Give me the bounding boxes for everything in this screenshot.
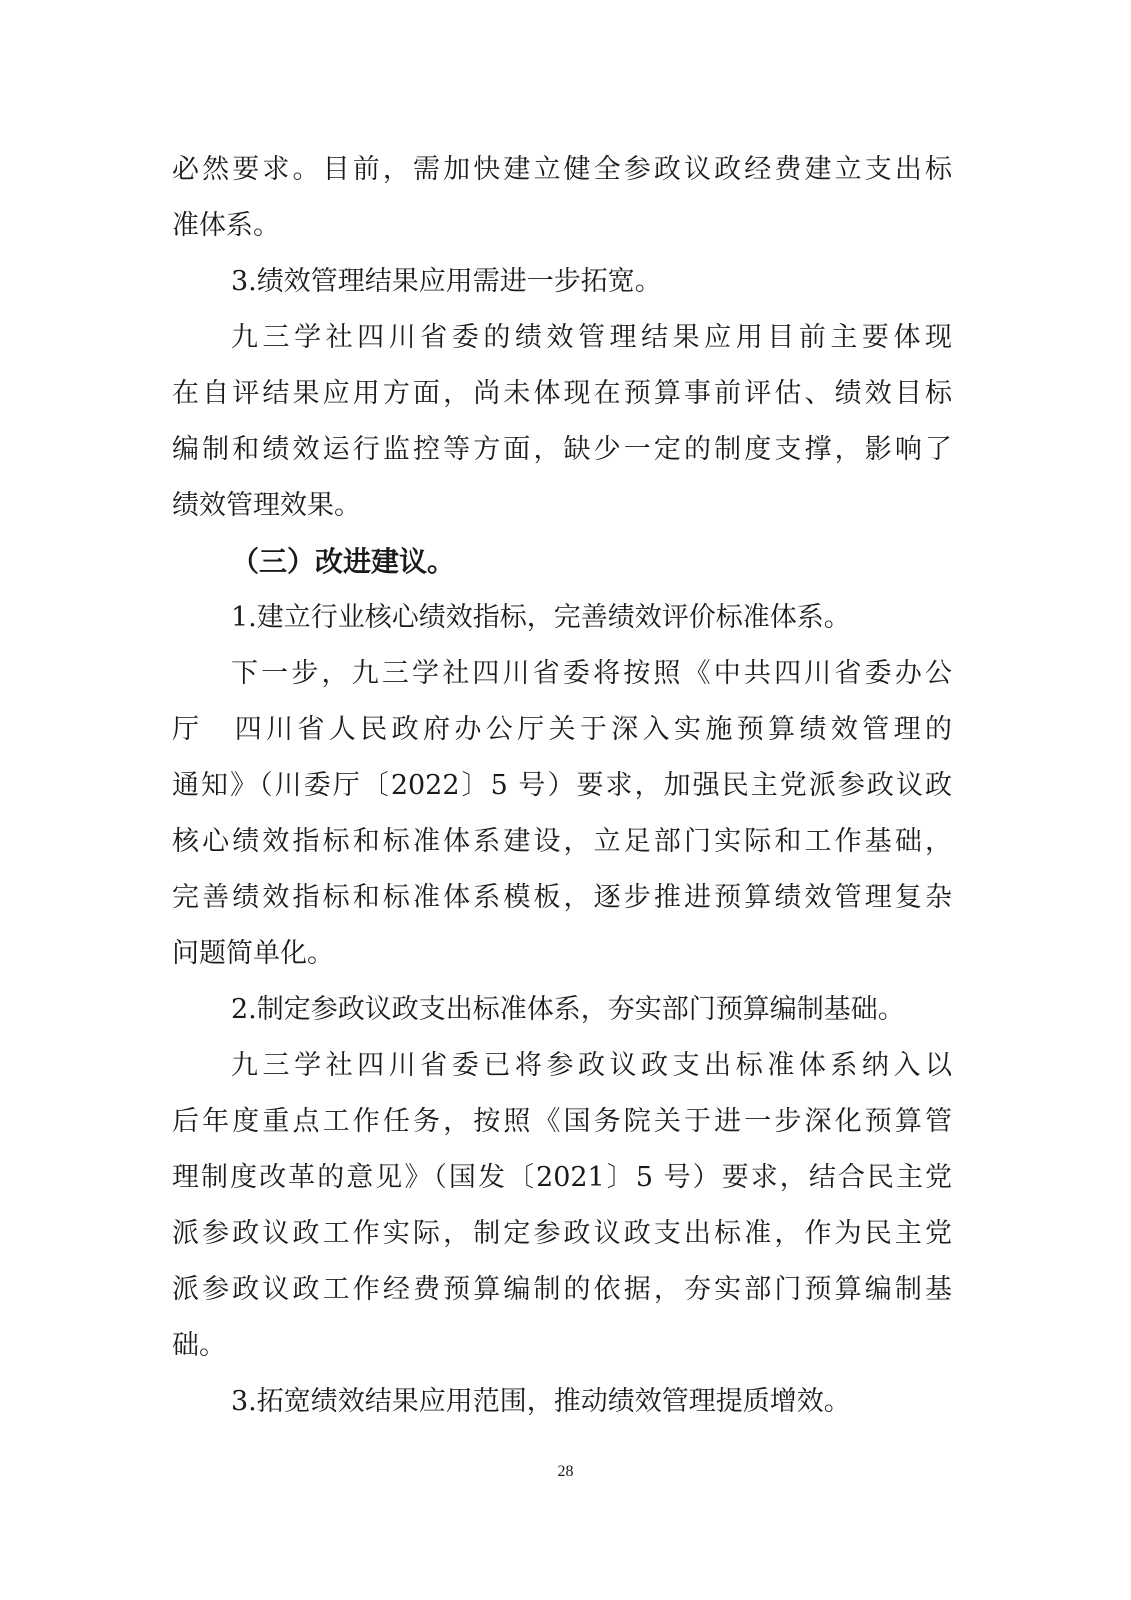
paragraph-line: 在自评结果应用方面，尚未体现在预算事前评估、绩效目标: [172, 378, 952, 409]
paragraph-line: 下一步，九三学社四川省委将按照《中共四川省委办公: [231, 658, 952, 689]
paragraph-line: 核心绩效指标和标准体系建设，立足部门实际和工作基础，: [172, 826, 952, 857]
subheading: 3.绩效管理结果应用需进一步拓宽。: [231, 266, 662, 297]
paragraph-line: 础。: [172, 1330, 226, 1361]
paragraph-line: 问题简单化。: [172, 938, 334, 969]
paragraph-line: 绩效管理效果。: [172, 490, 361, 521]
paragraph-line: 准体系。: [172, 210, 280, 241]
paragraph-line: 九三学社四川省委已将参政议政支出标准体系纳入以: [231, 1050, 952, 1081]
paragraph-line: 后年度重点工作任务，按照《国务院关于进一步深化预算管: [172, 1106, 952, 1137]
paragraph-line: 必然要求。目前，需加快建立健全参政议政经费建立支出标: [172, 154, 952, 185]
paragraph-line: 编制和绩效运行监控等方面，缺少一定的制度支撑，影响了: [172, 434, 952, 465]
paragraph-line: 派参政议政工作经费预算编制的依据，夯实部门预算编制基: [172, 1274, 952, 1305]
paragraph-line: 派参政议政工作实际，制定参政议政支出标准，作为民主党: [172, 1218, 952, 1249]
paragraph-line: 九三学社四川省委的绩效管理结果应用目前主要体现: [231, 322, 952, 353]
paragraph-line: 通知》（川委厅〔2022〕5 号）要求，加强民主党派参政议政: [172, 770, 952, 801]
subheading: 1.建立行业核心绩效指标，完善绩效评价标准体系。: [231, 602, 851, 633]
paragraph-line: 理制度改革的意见》（国发〔2021〕5 号）要求，结合民主党: [172, 1162, 952, 1193]
paragraph-line: 厅 四川省人民政府办公厅关于深入实施预算绩效管理的: [172, 714, 952, 745]
subheading: 3.拓宽绩效结果应用范围，推动绩效管理提质增效。: [231, 1386, 851, 1417]
subheading: 2.制定参政议政支出标准体系，夯实部门预算编制基础。: [231, 994, 905, 1025]
paragraph-line: 完善绩效指标和标准体系模板，逐步推进预算绩效管理复杂: [172, 882, 952, 913]
section-heading: （三）改进建议。: [231, 545, 456, 578]
page-number: 28: [557, 1463, 574, 1480]
